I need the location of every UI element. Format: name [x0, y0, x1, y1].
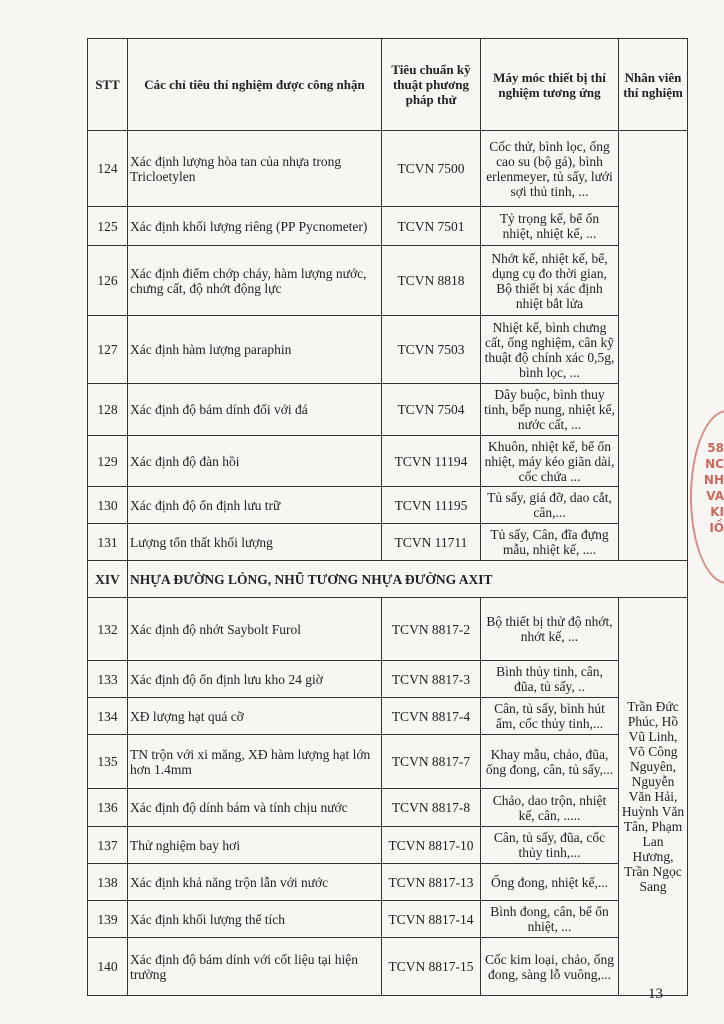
table-row	[88, 131, 688, 207]
row-criteria: Xác định độ đàn hồi	[128, 436, 382, 487]
row-standard: TCVN 8817-7	[382, 735, 481, 789]
row-stt: 132	[88, 598, 128, 661]
staff-names: Trần Đức Phúc, Hồ Vũ Linh, Võ Công Nguyên, Nguyễn Văn Hải, Huỳnh Văn Tân, Phạm Lan Hương, Trần Ngọc Sang	[619, 598, 688, 996]
row-standard: TCVN 7500	[382, 131, 481, 207]
table-row	[88, 316, 688, 384]
table-header-row	[88, 39, 688, 131]
row-criteria: Xác định khối lượng thể tích	[128, 901, 382, 938]
stamp-line: NH	[703, 473, 724, 487]
row-equipment: Cốc kim loại, chảo, ống đong, sàng lỗ vuông,...	[481, 938, 619, 996]
table-row	[88, 436, 688, 487]
row-equipment: Tỷ trọng kế, bể ổn nhiệt, nhiệt kế, ...	[481, 207, 619, 246]
staff-cell-empty	[619, 131, 688, 561]
row-standard: TCVN 11195	[382, 487, 481, 524]
page-number: 13	[648, 986, 663, 1002]
row-criteria: TN trộn với xi măng, XĐ hàm lượng hạt lớn hơn 1.4mm	[128, 735, 382, 789]
row-criteria: Xác định độ dính bám và tính chịu nước	[128, 789, 382, 827]
row-standard: TCVN 8817-13	[382, 864, 481, 901]
row-stt: 129	[88, 436, 128, 487]
row-criteria: Xác định điểm chớp cháy, hàm lượng nước, chưng cất, độ nhớt động lực	[128, 246, 382, 316]
row-criteria: Xác định khối lượng riêng (PP Pycnometer)	[128, 207, 382, 246]
section-title: NHỰA ĐƯỜNG LỎNG, NHŨ TƯƠNG NHỰA ĐƯỜNG AXIT	[128, 561, 688, 598]
table-row	[88, 207, 688, 246]
stamp-text	[690, 440, 724, 560]
row-equipment: Chảo, dao trộn, nhiệt kế, cân, .....	[481, 789, 619, 827]
row-equipment: Bộ thiết bị thử độ nhớt, nhớt kế, ...	[481, 598, 619, 661]
row-equipment: Dây buộc, bình thuy tinh, bếp nung, nhiệt kế, nước cất, ...	[481, 384, 619, 436]
row-equipment: Khuôn, nhiệt kế, bể ổn nhiệt, máy kéo giãn dài, cốc chứa ...	[481, 436, 619, 487]
accreditation-table	[87, 38, 688, 996]
row-criteria: Xác định khả năng trộn lẫn với nước	[128, 864, 382, 901]
row-stt: 134	[88, 698, 128, 735]
row-standard: TCVN 11711	[382, 524, 481, 561]
header-criteria: Các chỉ tiêu thí nghiệm được công nhận	[128, 39, 382, 131]
row-equipment: Cốc thử, bình lọc, ống cao su (bộ gá), bình erlenmeyer, tủ sấy, lưới sợi thủ tinh, ...	[481, 131, 619, 207]
row-equipment: Tủ sấy, giá đỡ, dao cắt, cân,...	[481, 487, 619, 524]
row-stt: 131	[88, 524, 128, 561]
row-standard: TCVN 8817-4	[382, 698, 481, 735]
row-criteria: Xác định độ bám dính với cốt liệu tại hiện trường	[128, 938, 382, 996]
header-standard: Tiêu chuẩn kỹ thuật phương pháp thử	[382, 39, 481, 131]
row-criteria: Xác định hàm lượng paraphin	[128, 316, 382, 384]
row-criteria: Lượng tổn thất khối lượng	[128, 524, 382, 561]
section-number: XIV	[88, 561, 128, 598]
table-row	[88, 598, 688, 661]
section-row	[88, 561, 688, 598]
row-stt: 127	[88, 316, 128, 384]
row-equipment: Khay mẫu, chảo, đũa, ống đong, cân, tủ sấy,...	[481, 735, 619, 789]
stamp-line: NC	[705, 457, 724, 471]
row-standard: TCVN 7504	[382, 384, 481, 436]
table-row	[88, 661, 688, 698]
stamp-line: 58	[707, 441, 724, 455]
row-stt: 137	[88, 827, 128, 864]
table-row	[88, 698, 688, 735]
row-standard: TCVN 8817-2	[382, 598, 481, 661]
row-standard: TCVN 8817-14	[382, 901, 481, 938]
row-standard: TCVN 7501	[382, 207, 481, 246]
row-stt: 138	[88, 864, 128, 901]
row-standard: TCVN 8817-15	[382, 938, 481, 996]
row-stt: 130	[88, 487, 128, 524]
table-row	[88, 864, 688, 901]
row-stt: 133	[88, 661, 128, 698]
row-criteria: Thử nghiệm bay hơi	[128, 827, 382, 864]
row-criteria: Xác định độ bám dính đối với đá	[128, 384, 382, 436]
table-row	[88, 246, 688, 316]
table-row	[88, 487, 688, 524]
row-stt: 140	[88, 938, 128, 996]
header-stt: STT	[88, 39, 128, 131]
row-equipment: Nhớt kế, nhiệt kế, bể, dụng cụ đo thời gian, Bộ thiết bị xác định nhiệt bắt lửa	[481, 246, 619, 316]
table-row	[88, 938, 688, 996]
row-stt: 136	[88, 789, 128, 827]
row-standard: TCVN 8817-3	[382, 661, 481, 698]
row-criteria: Xác định độ ổn định lưu trữ	[128, 487, 382, 524]
header-staff: Nhân viên thí nghiệm	[619, 39, 688, 131]
row-standard: TCVN 8817-8	[382, 789, 481, 827]
row-standard: TCVN 7503	[382, 316, 481, 384]
stamp-line: VA	[706, 489, 724, 503]
row-criteria: Xác định độ nhớt Saybolt Furol	[128, 598, 382, 661]
row-criteria: XĐ lượng hạt quá cỡ	[128, 698, 382, 735]
row-stt: 125	[88, 207, 128, 246]
table-row	[88, 384, 688, 436]
row-criteria: Xác định lượng hòa tan của nhựa trong Tricloetylen	[128, 131, 382, 207]
table-row	[88, 789, 688, 827]
row-equipment: Bình thủy tinh, cân, đũa, tủ sấy, ..	[481, 661, 619, 698]
row-equipment: Cân, tủ sấy, bình hút ẩm, cốc thủy tinh,...	[481, 698, 619, 735]
table-row	[88, 735, 688, 789]
row-standard: TCVN 11194	[382, 436, 481, 487]
row-stt: 135	[88, 735, 128, 789]
header-equipment: Máy móc thiết bị thí nghiệm tương ứng	[481, 39, 619, 131]
table-row	[88, 901, 688, 938]
row-stt: 126	[88, 246, 128, 316]
row-standard: TCVN 8818	[382, 246, 481, 316]
row-equipment: Bình đong, cân, bể ổn nhiệt, ...	[481, 901, 619, 938]
stamp-line: IỒ	[709, 521, 724, 535]
row-criteria: Xác định độ ổn định lưu kho 24 giờ	[128, 661, 382, 698]
row-equipment: Nhiệt kế, bình chưng cất, ống nghiệm, cân kỹ thuật độ chính xác 0,5g, bình lọc, ...	[481, 316, 619, 384]
row-equipment: Ống đong, nhiệt kế,...	[481, 864, 619, 901]
table-row	[88, 524, 688, 561]
row-equipment: Tủ sấy, Cân, đĩa đựng mẫu, nhiệt kế, ....	[481, 524, 619, 561]
row-stt: 128	[88, 384, 128, 436]
row-stt: 124	[88, 131, 128, 207]
row-stt: 139	[88, 901, 128, 938]
stamp-line: KI	[710, 505, 724, 519]
row-equipment: Cân, tủ sấy, đũa, cốc thủy tinh,...	[481, 827, 619, 864]
table-row	[88, 827, 688, 864]
row-standard: TCVN 8817-10	[382, 827, 481, 864]
